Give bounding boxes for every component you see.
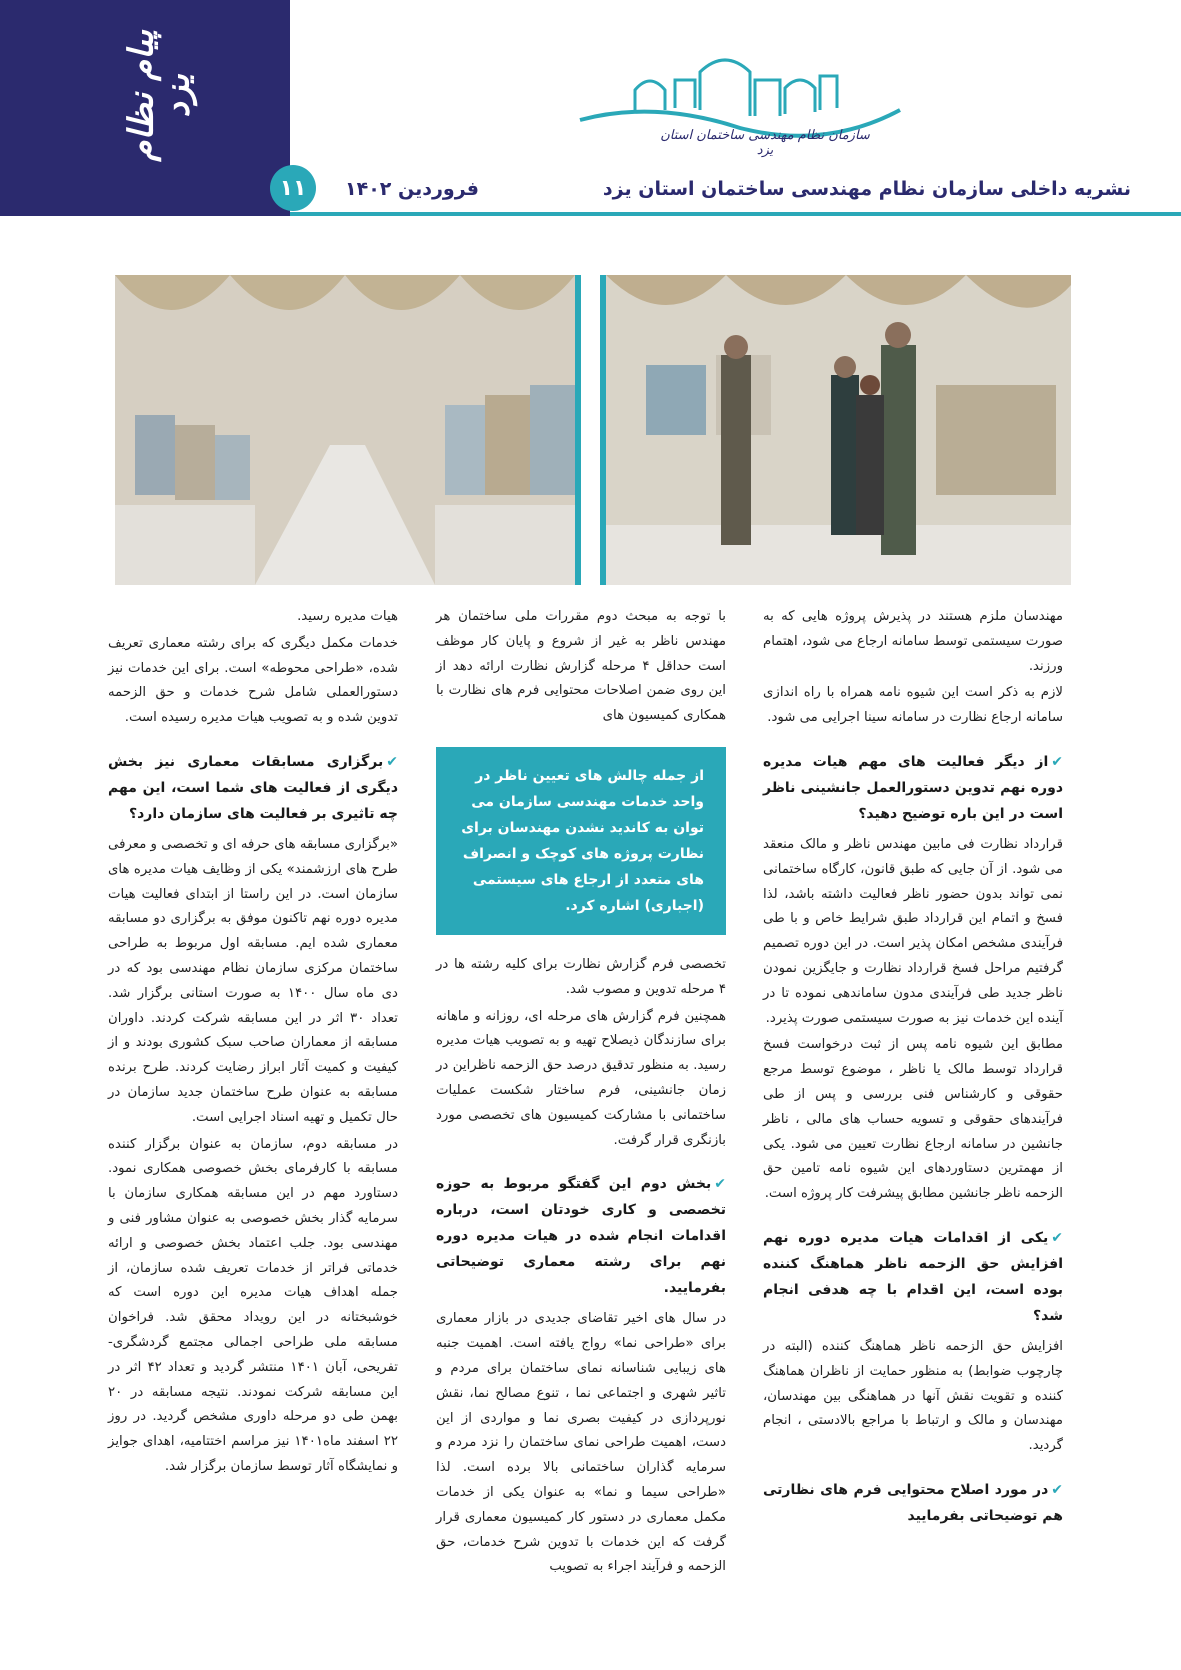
paragraph: افزایش حق الزحمه ناظر هماهنگ کننده (البته در چارچوب ضوابط) به منظور حمایت از ناظران هماهنگ کننده و تقویت نقش آنها در هماهنگی بین مهندسان، مهندسان و مالک و ارتباط با مراجع بالادستی ، انجام گردید. — [763, 1338, 1063, 1454]
check-mark-icon: ✔ — [1051, 1481, 1063, 1498]
check-mark-icon: ✔ — [1051, 1229, 1063, 1246]
interview-question — [763, 749, 1063, 827]
interview-question — [763, 1477, 1063, 1529]
paragraph: «برگزاری مسابقه های حرفه ای و تخصصی و معرفی طرح های ارزشمند» یکی از وظایف هیات مدیره های سازمان است. در این راستا از ابتدای فعالیت هیات مدیره دوره نهم تاکنون موفق به برگزاری دو مسابقه معماری شده ایم. مسابقه اول مربوط به طراحی ساختمان مرکزی سازمان نظام مهندسی بود که در دی ماه سال ۱۴۰۰ به صورت استانی برگزار شد. تعداد ۳۰ اثر در این مسابقه شرکت کردند. داوران مسابقه از معماران صاحب سبک کشوری بودند و از کیفیت و کمیت آثار ابراز رضایت کردند. طرح برنده مسابقه به عنوان طرح ساختمان جدید سازمان در حال تکمیل و تهیه اسناد اجرایی است. — [108, 836, 398, 1125]
paragraph: قرارداد نظارت فی مابین مهندس ناظر و مالک منعقد می شود. از آن جایی که طبق قانون، کارگاه ساختمانی نمی تواند بدون حضور ناظر فعالیت داشته باشد، لذا فسخ و اتمام این قرارداد طبق شرایط خاص و با طی فرآیندی مشخص امکان پذیر است. در این دوره تصمیم گرفتیم مراحل فسخ قرارداد نظارت و جایگزین نمودن ناظر جدید طی فرآیندی مدون ساماندهی نموده تا در آینده این خدمات نیز به صورت سیستمی صورت پذیرد. — [763, 836, 1063, 1026]
paragraph: تخصصی فرم گزارش نظارت برای کلیه رشته ها در ۴ مرحله تدوین و مصوب شد. — [436, 956, 726, 997]
question-text: در مورد اصلاح محتوایی فرم های نظارتی هم توضیحاتی بفرمایید — [763, 1481, 1063, 1524]
header-rule — [290, 212, 1181, 216]
check-mark-icon: ✔ — [714, 1176, 726, 1193]
paragraph: مطابق این شیوه نامه پس از ثبت درخواست فسخ قرارداد توسط مالک یا ناظر ، موضوع توسط مرجع حقوقی و کارشناس فنی بررسی و پس از طی فرآیندهای حقوقی و تسویه حساب های مالی ، ناظر جانشین در سامانه ارجاع نظارت تعیین می شود. یکی از مهمترین دستاوردهای این شیوه نامه تامین حق الزحمه ناظر جانشین مطابق پیشرفت کار پروژه است. — [763, 1037, 1063, 1202]
interview-question — [763, 1225, 1063, 1329]
publication-date: فروردین ۱۴۰۲ — [345, 178, 479, 200]
question-text: از دیگر فعالیت های مهم هیات مدیره دوره نهم تدوین دستورالعمل جانشینی ناظر است در این باره توضیح دهید؟ — [763, 753, 1063, 822]
article-column-middle — [436, 605, 726, 1582]
paragraph: مهندسان ملزم هستند در پذیرش پروژه هایی که به صورت سیستمی توسط سامانه ارجاع می شود، اهتمام ورزند. — [763, 609, 1063, 674]
pull-quote: از جمله چالش های تعیین ناظر در واحد خدمات مهندسی سازمان می توان به کاندید نشدن مهندسان برای نظارت پروژه های کوچک و انصراف های متعدد از ارجاع های سیستمی (اجباری) اشاره کرد. — [436, 747, 726, 935]
publication-title: نشریه داخلی سازمان نظام مهندسی ساختمان استان یزد — [602, 178, 1131, 200]
interview-question — [436, 1171, 726, 1301]
paragraph: هیات مدیره رسید. — [297, 609, 398, 624]
paragraph: در مسابقه دوم، سازمان به عنوان برگزار کننده مسابقه با کارفرمای بخش خصوصی همکاری نمود. دستاورد مهم در این مسابقه همکاری سازمان با سرمایه گذار بخش خصوصی به عنوان مشاور فنی و مهندسی بود. جلب اعتماد بخش خصوصی و ارائه خدماتی فراتر از خدمات تعریف شده سازمان، از جمله اهداف هیات مدیره این دوره است که خوشبختانه در این رویداد محقق شد. فراخوان مسابقه ملی طراحی اجمالی مجتمع گردشگری-تفریحی، آبان ۱۴۰۱ منتشر گردید و تعداد ۴۲ اثر در این مسابقه شرکت نمودند. نتیجه مسابقه در ۲۰ بهمن طی دو مرحله داوری مشخص گردید. در روز ۲۲ اسفند ماه۱۴۰۱ نیز مراسم اختتامیه، اهدای جوایز و نمایشگاه آثار توسط سازمان برگزار شد. — [108, 1136, 399, 1474]
interview-question — [108, 749, 398, 827]
question-text: یکی از اقدامات هیات مدیره دوره نهم افزایش حق الزحمه ناظر هماهنگ کننده بوده است، این اقدام با چه هدفی انجام شد؟ — [763, 1229, 1063, 1324]
exhibition-photo-visitors — [600, 275, 1071, 585]
header-rule — [0, 212, 290, 216]
magazine-title: پیام نظام یزد — [121, 29, 197, 162]
check-mark-icon: ✔ — [1051, 753, 1063, 770]
masthead-panel — [0, 0, 290, 212]
paragraph: همچنین فرم گزارش های مرحله ای، روزانه و ماهانه برای سازندگان ذیصلاح تهیه و به تصویب هیات مدیره رسید. به منظور تدقیق درصد حق الزحمه ناظراین در زمان جانشینی، فرم ساختار شکست عملیات ساختمانی با مشارکت کمیسیون های تخصصی مورد بازنگری قرار گرفت. — [436, 1008, 726, 1148]
question-text: بخش دوم این گفتگو مربوط به حوزه تخصصی و کاری خودتان است، درباره اقدامات انجام شده در هیات مدیره دوره نهم برای رشته معماری توضیحاتی بفرمایید. — [436, 1176, 726, 1297]
article-column-right — [763, 605, 1063, 1535]
exhibition-photo-hall — [115, 275, 581, 585]
check-mark-icon: ✔ — [386, 753, 398, 770]
logo-caption: سازمان نظام مهندسی ساختمان استان یزد — [660, 128, 870, 158]
paragraph: در سال های اخیر تقاضای جدیدی در بازار معماری برای «طراحی نما» رواج یافته است. اهمیت جنبه های زیبایی شناسانه نمای ساختمان برای مردم و تاثیر شهری و اجتماعی نما ، تنوع مصالح نما، نقش نورپردازی در کیفیت بصری نما و مواردی از این دست، اهمیت طراحی نمای ساختمان را نزد مردم و سرمایه گذاران ساختمانی بالا برده است. لذا «طراحی سیما و نما» به عنوان یکی از خدمات مکمل معماری در دستور کار کمیسیون معماری قرار گرفت که این خدمات با تدوین شرح خدمات، حق الزحمه و فرآیند اجراء به تصویب — [436, 1311, 726, 1575]
article-column-left — [108, 605, 398, 1482]
issue-number-badge: ۱۱ — [270, 165, 316, 211]
question-text: برگزاری مسابقات معماری نیز بخش دیگری از فعالیت های شما است، این مهم چه تاثیری بر فعالیت های سازمان دارد؟ — [108, 753, 398, 822]
paragraph: خدمات مکمل دیگری که برای رشته معماری تعریف شده، «طراحی محوطه» است. برای این خدمات نیز دستورالعملی شامل شرح خدمات و حق الزحمه تدوین شده و به تصویب هیات مدیره رسیده است. — [108, 635, 398, 726]
paragraph: با توجه به مبحث دوم مقررات ملی ساختمان هر مهندس ناظر به غیر از شروع و پایان کار موظف است حداقل ۴ مرحله گزارش نظارت ارائه دهد از این روی ضمن اصلاحات محتوایی فرم های نظارت با همکاری کمیسیون های — [436, 609, 726, 724]
paragraph: لازم به ذکر است این شیوه نامه همراه با راه اندازی سامانه ارجاع نظارت در سامانه سینا اجرایی می شود. — [763, 685, 1063, 726]
